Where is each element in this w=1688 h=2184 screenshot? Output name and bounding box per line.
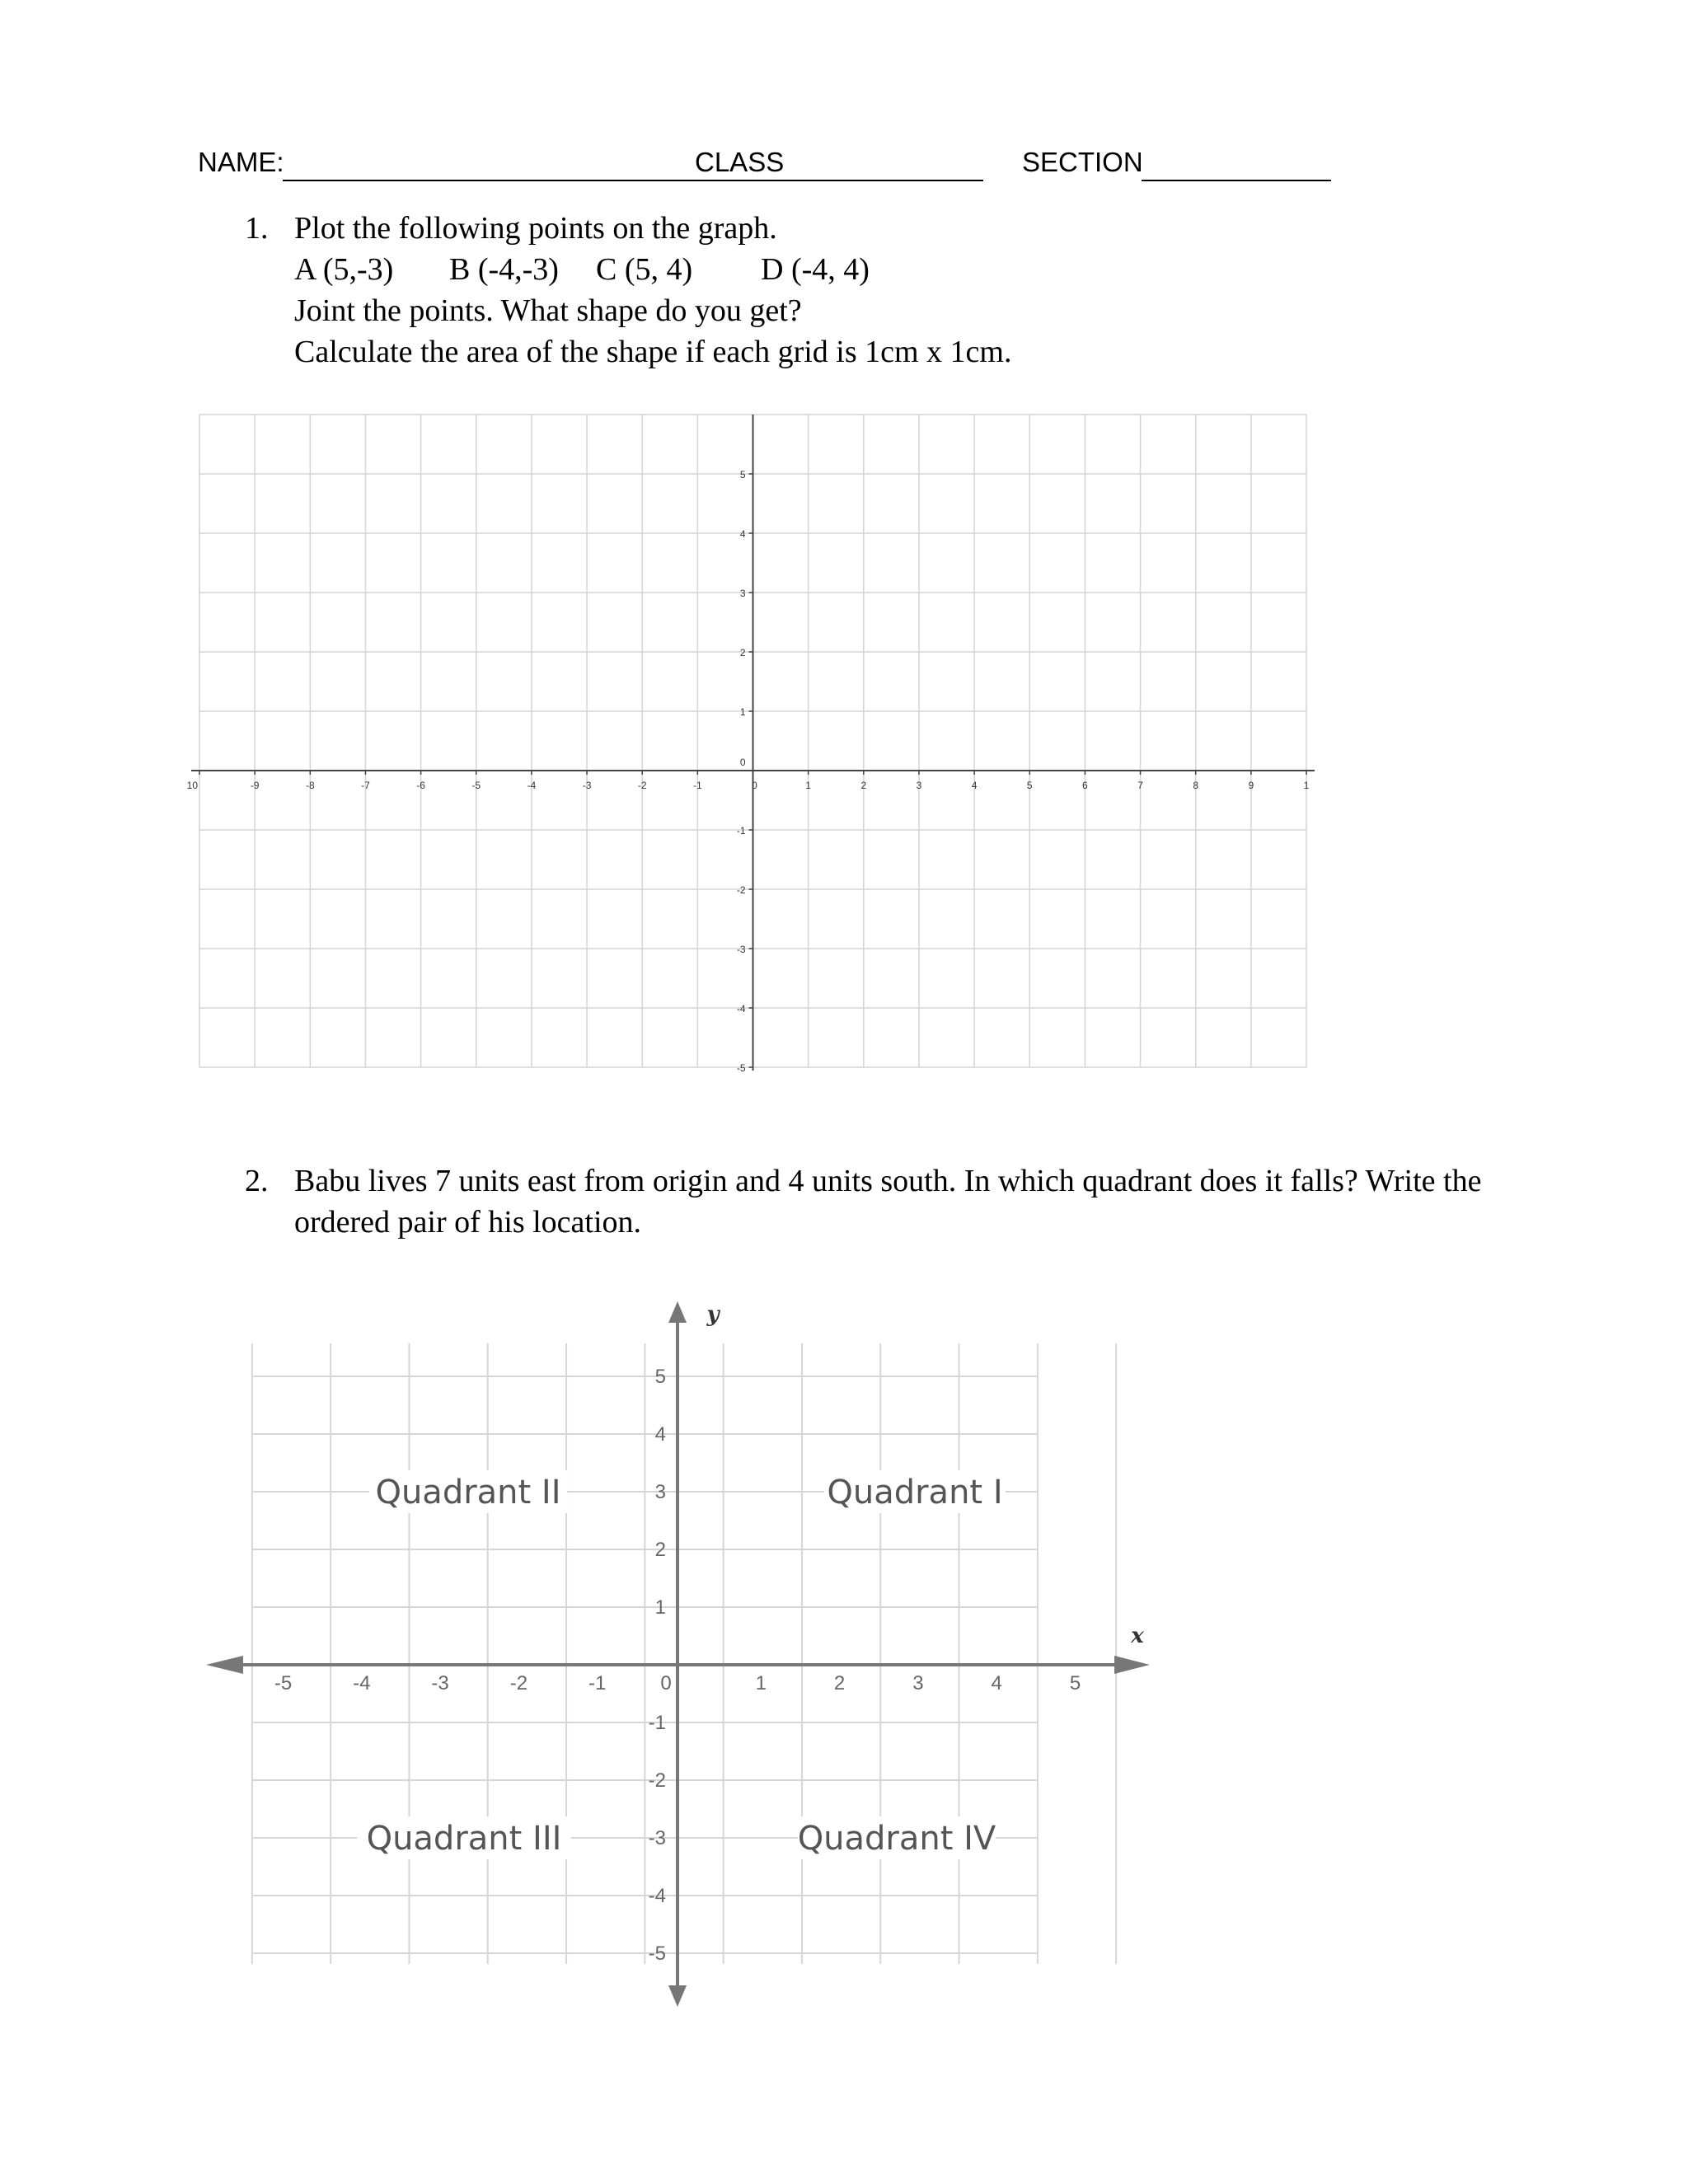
x-tick-label: -7 (361, 780, 370, 791)
y-tick-label: -5 (648, 1943, 666, 1965)
x-tick-label: -5 (471, 780, 481, 791)
x-tick-label: 1 (1303, 780, 1310, 791)
y-tick-label: -5 (736, 1062, 746, 1074)
question-1-area-prompt: Calculate the area of the shape if each grid is 1cm x 1cm. (294, 335, 1012, 369)
x-tick-label: 0 (660, 1672, 672, 1694)
x-tick-label: 2 (860, 780, 867, 791)
worksheet-header (198, 147, 1319, 188)
point-b: B (-4,-3) (449, 252, 559, 287)
x-tick-label: 5 (1026, 780, 1033, 791)
y-tick-label: 0 (739, 757, 746, 768)
x-tick-label: -2 (509, 1672, 528, 1694)
x-tick-label: -2 (637, 780, 647, 791)
point-c: C (5, 4) (596, 252, 693, 287)
x-tick-label: 0 (752, 780, 757, 791)
x-tick-label: -5 (274, 1672, 293, 1694)
y-tick-label: 5 (739, 469, 746, 480)
x-tick-label: 10 (186, 780, 198, 791)
y-tick-label: -3 (648, 1827, 666, 1849)
x-tick-label: -9 (250, 780, 260, 791)
point-d: D (-4, 4) (761, 252, 870, 287)
y-axis-label: y (706, 1302, 720, 1327)
class-blank[interactable] (777, 180, 983, 181)
x-tick-label: 3 (912, 1672, 924, 1694)
y-tick-label: -4 (648, 1885, 666, 1907)
x-tick-label: -1 (588, 1672, 607, 1694)
x-axis-label: x (1131, 1624, 1144, 1648)
quadrant-label: Quadrant II (375, 1474, 561, 1511)
question-2-text-continued: ordered pair of his location. (294, 1205, 642, 1240)
x-tick-label: -6 (416, 780, 425, 791)
x-tick-label: -3 (582, 780, 592, 791)
question-1-shape-prompt: Joint the points. What shape do you get? (294, 293, 802, 328)
x-tick-label: 6 (1082, 780, 1088, 791)
y-tick-label: -3 (736, 944, 746, 955)
y-tick-label: -1 (648, 1712, 666, 1734)
question-2-text: Babu lives 7 units east from origin and 4 units south. In which quadrant does it falls? Write the (294, 1164, 1482, 1198)
graph-1 (186, 408, 1319, 1076)
y-tick-label: -4 (736, 1003, 746, 1015)
y-tick-label: -2 (736, 884, 746, 896)
y-tick-label: 4 (739, 528, 746, 540)
x-tick-label: 7 (1137, 780, 1143, 791)
y-tick-label: -2 (648, 1769, 666, 1792)
x-axis-left-arrow (206, 1656, 243, 1674)
x-tick-label: 4 (991, 1672, 1002, 1694)
name-label: NAME: (198, 147, 284, 177)
x-tick-label: 1 (755, 1672, 767, 1694)
x-tick-label: -4 (353, 1672, 371, 1694)
y-tick-label: 3 (739, 588, 746, 599)
question-1-points (294, 249, 1011, 290)
section-label: SECTION (1022, 147, 1143, 177)
x-tick-label: 8 (1193, 780, 1199, 791)
graph-1-svg[interactable] (186, 408, 1319, 1076)
y-axis-top-arrow (668, 1301, 687, 1323)
x-axis-right-arrow (1114, 1656, 1150, 1674)
x-tick-label: -3 (431, 1672, 449, 1694)
y-tick-label: 2 (654, 1539, 666, 1561)
x-tick-label: 1 (805, 780, 811, 791)
x-tick-label: -4 (527, 780, 537, 791)
x-tick-label: -8 (305, 780, 315, 791)
x-tick-label: 3 (916, 780, 922, 791)
x-tick-label: 4 (971, 780, 978, 791)
y-tick-label: 3 (654, 1481, 666, 1503)
section-blank[interactable] (1142, 180, 1331, 181)
y-tick-label: -1 (736, 825, 746, 837)
x-tick-label: -1 (693, 780, 702, 791)
y-tick-label: 2 (739, 647, 746, 658)
y-tick-label: 1 (654, 1596, 666, 1619)
quadrant-label: Quadrant I (827, 1474, 1003, 1511)
quadrant-label: Quadrant III (366, 1820, 562, 1858)
y-tick-label: 4 (654, 1423, 666, 1446)
x-tick-label: 9 (1248, 780, 1254, 791)
question-1-number: 1. (245, 211, 269, 246)
graph-2-svg[interactable] (198, 1298, 1170, 2023)
x-tick-label: 5 (1069, 1672, 1081, 1694)
question-1-instruction: Plot the following points on the graph. (294, 211, 777, 246)
question-2-number: 2. (245, 1164, 269, 1198)
graph-2 (198, 1298, 1170, 2023)
y-tick-label: 5 (654, 1366, 666, 1388)
y-tick-label: 1 (739, 706, 746, 718)
point-a: A (5,-3) (294, 252, 394, 287)
quadrant-label: Quadrant IV (797, 1820, 996, 1858)
x-tick-label: 2 (833, 1672, 846, 1694)
class-label: CLASS (695, 147, 785, 177)
y-axis-bottom-arrow (668, 1985, 687, 2007)
